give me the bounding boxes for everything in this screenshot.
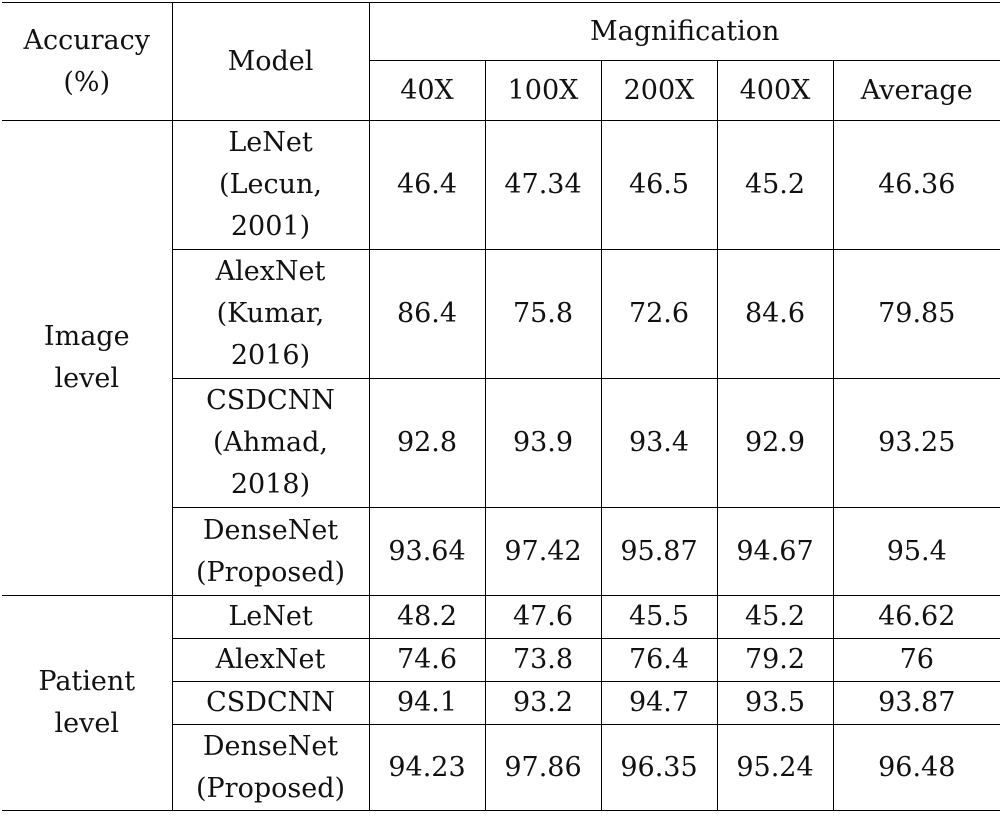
column-header: 400X [717,61,833,121]
value-cell: 93.9 [485,379,601,508]
column-header: 40X [369,61,485,121]
group-label-line: Patient [38,666,136,697]
model-cell [172,725,369,811]
value-cell: 95.24 [717,725,833,811]
value-cell: 93.25 [833,379,1000,508]
value-cell: 94.67 [717,508,833,596]
model-cell: AlexNet [172,639,369,682]
model-line: LeNet [228,127,313,158]
table-row [2,121,1000,250]
value-cell: 94.1 [369,682,485,725]
value-cell: 73.8 [485,639,601,682]
model-cell [172,508,369,596]
value-cell: 97.86 [485,725,601,811]
value-cell: 76.4 [601,639,717,682]
model-line: (Kumar, [216,298,325,329]
model-line: CSDCNN [206,385,335,416]
value-cell: 93.2 [485,682,601,725]
column-header: 200X [601,61,717,121]
value-cell: 75.8 [485,250,601,379]
header-accuracy-line: Accuracy [23,24,150,56]
group-label-line: Image [43,321,130,352]
header-accuracy [2,3,172,121]
model-cell [172,250,369,379]
value-cell: 45.2 [717,121,833,250]
model-line: DenseNet [202,514,339,546]
value-cell: 74.6 [369,639,485,682]
group-label-line: level [54,708,119,739]
value-cell: 93.64 [369,508,485,596]
header-accuracy-line: (%) [63,66,111,98]
value-cell: 46.5 [601,121,717,250]
model-line: (Ahmad, [213,427,328,458]
model-line: DenseNet [202,730,339,762]
value-cell: 95.4 [833,508,1000,596]
group-label-image-level [2,121,172,596]
header-row-1 [2,3,1000,61]
value-cell: 45.5 [601,596,717,639]
model-line: (Proposed) [195,556,346,588]
value-cell: 94.7 [601,682,717,725]
value-cell: 84.6 [717,250,833,379]
model-line: (Proposed) [195,772,346,804]
model-line: 2018) [230,469,311,500]
value-cell: 96.35 [601,725,717,811]
model-line: 2001) [230,211,311,242]
value-cell: 79.85 [833,250,1000,379]
value-cell: 46.4 [369,121,485,250]
model-line: AlexNet [215,256,326,287]
model-line: (Lecun, [219,169,322,200]
value-cell: 72.6 [601,250,717,379]
value-cell: 95.87 [601,508,717,596]
header-magnification: Magnification [369,3,1000,61]
accuracy-table [2,2,1000,811]
value-cell: 93.5 [717,682,833,725]
table-row [2,596,1000,639]
value-cell: 96.48 [833,725,1000,811]
model-cell [172,379,369,508]
value-cell: 93.4 [601,379,717,508]
value-cell: 93.87 [833,682,1000,725]
value-cell: 47.6 [485,596,601,639]
value-cell: 92.8 [369,379,485,508]
value-cell: 92.9 [717,379,833,508]
model-cell: CSDCNN [172,682,369,725]
model-cell [172,121,369,250]
value-cell: 86.4 [369,250,485,379]
model-line: 2016) [230,340,311,371]
group-label-line: level [54,363,119,394]
column-header: 100X [485,61,601,121]
header-model: Model [172,3,369,121]
group-label-patient-level [2,596,172,811]
model-cell: LeNet [172,596,369,639]
column-header: Average [833,61,1000,121]
value-cell: 46.62 [833,596,1000,639]
value-cell: 94.23 [369,725,485,811]
value-cell: 47.34 [485,121,601,250]
value-cell: 46.36 [833,121,1000,250]
value-cell: 79.2 [717,639,833,682]
value-cell: 76 [833,639,1000,682]
value-cell: 97.42 [485,508,601,596]
value-cell: 48.2 [369,596,485,639]
value-cell: 45.2 [717,596,833,639]
